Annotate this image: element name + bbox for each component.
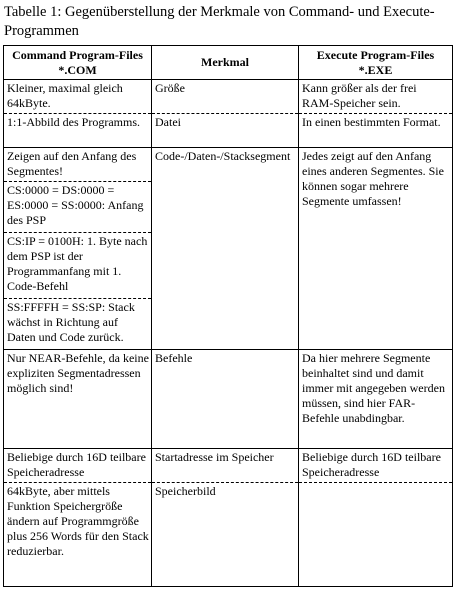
- cell-datei-merkmal: Datei: [152, 114, 299, 148]
- cell-befehle-merkmal: Befehle: [152, 350, 299, 449]
- cell-segment-exe: Jedes zeigt auf den Anfang eines anderen Segmentes. Sie können sogar mehrere Segmente umfassen!: [299, 148, 453, 350]
- table-row-speicherbild: [4, 483, 453, 587]
- table-row-befehle: [4, 350, 453, 449]
- table-header-row: [4, 46, 453, 80]
- cell-datei-exe: In einen bestimmten Format.: [299, 114, 453, 148]
- cell-speicherbild-com: 64kByte, aber mittels Funktion Speichergröße ändern auf Programmgröße plus 256 Words für den Stack reduzierbar.: [4, 483, 152, 587]
- table-caption: Tabelle 1: Gegenüberstellung der Merkmale von Command- und Execute-Programmen: [4, 4, 435, 39]
- table-row-segment: [4, 148, 453, 182]
- cell-befehle-exe: Da hier mehrere Segmente beinhaltet sind und damit immer mit angegeben werden müssen, sind hier FAR-Befehle unabdingbar.: [299, 350, 453, 449]
- cell-speicherbild-exe: [299, 483, 453, 587]
- table-row-groesse: [4, 80, 453, 114]
- cell-segment-com-3: CS:IP = 0100H: 1. Byte nach dem PSP ist der Programmanfang mit 1. Code-Befehl: [4, 233, 152, 299]
- cell-speicherbild-merkmal: Speicherbild: [152, 483, 299, 587]
- cell-groesse-exe: Kann größer als der frei RAM-Speicher sein.: [299, 80, 453, 114]
- cell-groesse-merkmal: Größe: [152, 80, 299, 114]
- cell-datei-com: 1:1-Abbild des Programms.: [4, 114, 152, 148]
- cell-startadresse-exe: Beliebige durch 16D teilbare Speicheradresse: [299, 449, 453, 483]
- header-com: Command Program-Files *.COM: [4, 46, 152, 80]
- comparison-table: [3, 45, 453, 587]
- cell-groesse-com: Kleiner, maximal gleich 64kByte.: [4, 80, 152, 114]
- cell-startadresse-merkmal: Startadresse im Speicher: [152, 449, 299, 483]
- cell-segment-com-4: SS:FFFFH = SS:SP: Stack wächst in Richtung auf Daten und Code zurück.: [4, 299, 152, 350]
- cell-segment-merkmal: Code-/Daten-/Stacksegment: [152, 148, 299, 350]
- cell-segment-com-2: CS:0000 = DS:0000 = ES:0000 = SS:0000: Anfang des PSP: [4, 182, 152, 233]
- cell-segment-com-1: Zeigen auf den Anfang des Segmentes!: [4, 148, 152, 182]
- header-exe: Execute Program-Files *.EXE: [299, 46, 453, 80]
- table-row-startadresse: [4, 449, 453, 483]
- header-merkmal: Merkmal: [152, 46, 299, 80]
- cell-startadresse-com: Beliebige durch 16D teilbare Speicheradresse: [4, 449, 152, 483]
- table-row-datei: [4, 114, 453, 148]
- cell-befehle-com: Nur NEAR-Befehle, da keine expliziten Segmentadressen möglich sind!: [4, 350, 152, 449]
